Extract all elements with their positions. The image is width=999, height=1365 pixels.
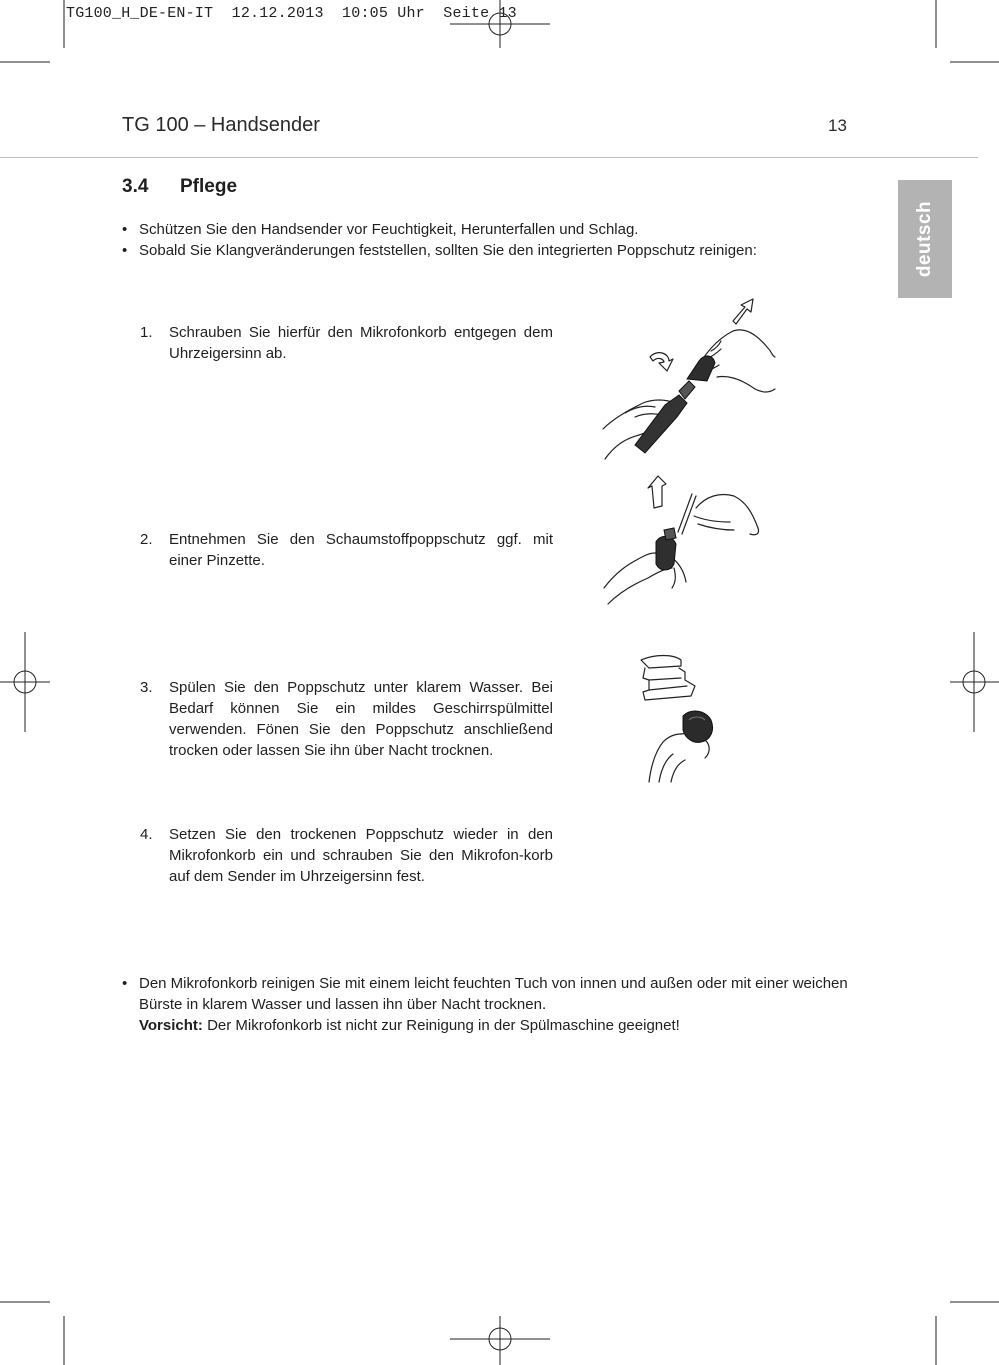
step-3 xyxy=(140,677,553,761)
unscrew-basket-illustration xyxy=(595,295,780,465)
care-note-text: Den Mikrofonkorb reinigen Sie mit einem leicht feuchten Tuch von innen und außen oder mit einer weichen Bürste in klarem Wasser und lassen ihn über Nacht trocknen. xyxy=(139,975,848,1013)
step-1 xyxy=(140,322,553,364)
step-2 xyxy=(140,529,553,571)
warning-text: Der Mikrofonkorb ist nicht zur Reinigung in der Spülmaschine geeignet! xyxy=(202,1017,680,1034)
bullet-text: Sobald Sie Klangveränderungen feststellen, sollten Sie den integrierten Poppschutz reinigen: xyxy=(139,242,757,259)
section-title: Pflege xyxy=(180,176,238,197)
remove-foam-illustration xyxy=(600,472,765,612)
care-note xyxy=(122,973,862,1036)
language-tab-label: deutsch xyxy=(914,200,935,278)
language-tab xyxy=(898,180,952,298)
step-number: 3. xyxy=(140,679,153,696)
step-number: 2. xyxy=(140,531,153,548)
bullet-dot-icon: • xyxy=(122,975,128,992)
bullet-text: Schützen Sie den Handsender vor Feuchtigkeit, Herunterfallen und Schlag. xyxy=(139,221,639,238)
step-text: Schrauben Sie hierfür den Mikrofonkorb entgegen dem Uhrzeigersinn ab. xyxy=(169,324,553,362)
section-number: 3.4 xyxy=(122,176,149,197)
header-rule xyxy=(0,157,978,158)
section-heading xyxy=(122,176,237,198)
step-text: Spülen Sie den Poppschutz unter klarem Wasser. Bei Bedarf können Sie ein mildes Geschirrspülmittel verwenden. Fönen Sie den Poppschutz anschließend trocken oder lassen Sie ihn über Nacht trocknen. xyxy=(169,679,553,759)
running-title: TG 100 – Handsender xyxy=(122,114,320,136)
step-number: 1. xyxy=(140,324,153,341)
step-number: 4. xyxy=(140,826,153,843)
page-number: 13 xyxy=(828,116,847,135)
rinse-foam-illustration xyxy=(635,650,725,790)
step-text: Setzen Sie den trockenen Poppschutz wieder in den Mikrofonkorb ein und schrauben Sie den Mikrofon-korb auf dem Sender im Uhrzeigersinn fest. xyxy=(169,826,553,885)
warning-label: Vorsicht: xyxy=(139,1017,203,1034)
bullet-dot-icon: • xyxy=(122,242,128,259)
bullet-dot-icon: • xyxy=(122,221,128,238)
print-slug: TG100_H_DE-EN-IT 12.12.2013 10:05 Uhr Seite 13 xyxy=(66,5,517,22)
step-4 xyxy=(140,824,553,887)
step-text: Entnehmen Sie den Schaumstoffpoppschutz ggf. mit einer Pinzette. xyxy=(169,531,553,569)
